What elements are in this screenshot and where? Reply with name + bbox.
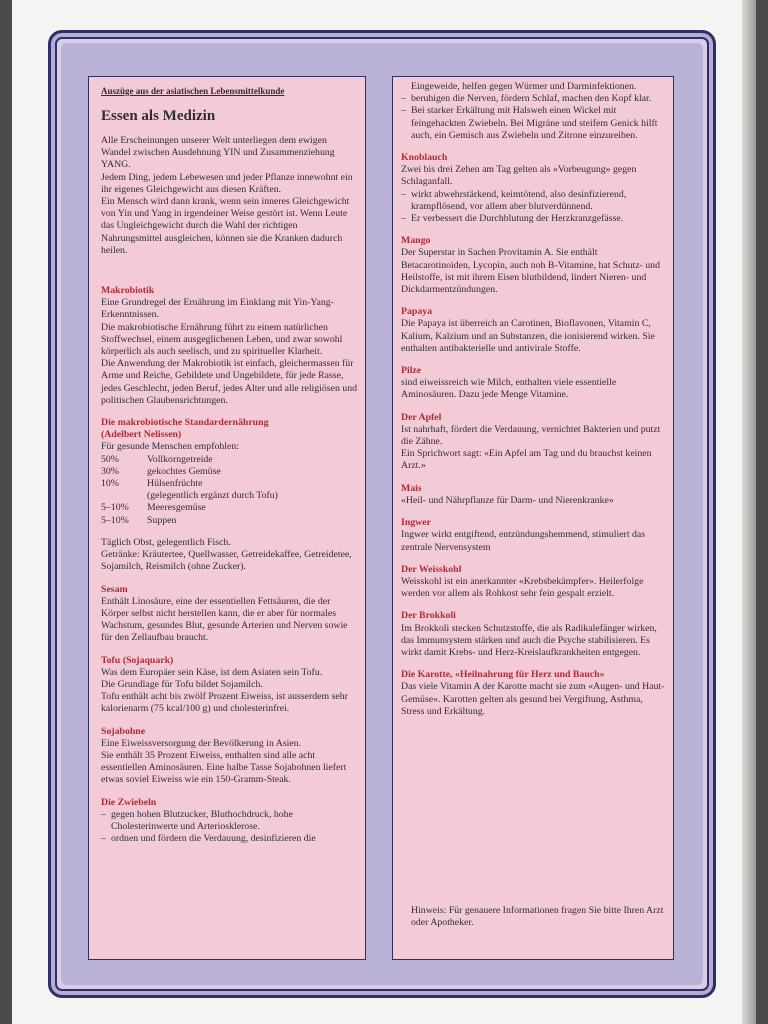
knoblauch-text: Zwei bis drei Zehen am Tag gelten als «Vorbeugung» gegen Schlaganfall. [401, 164, 637, 188]
section-heading-apfel: Der Apfel [401, 411, 442, 423]
diet-row [101, 502, 357, 514]
apfel-paragraph: Ein Sprichwort sagt: «Ein Apfel am Tag und du brauchst keinen Arzt.» [401, 448, 652, 472]
diet-row [101, 466, 357, 478]
drinks-note: Getränke: Kräutertee, Quellwasser, Getreidekaffee, Getreidetee, Sojamilch, Reismilch (ohne Zucker). [101, 549, 352, 573]
intro-paragraph: Alle Erscheinungen unserer Welt unterliegen dem ewigen Wandel zwischen Ausdehnung YIN und Zusammenziehung YANG. [101, 135, 335, 171]
hinweis-note: Hinweis: Für genauere Informationen fragen Sie bitte Ihren Arzt oder Apotheker. [411, 904, 664, 928]
mais-text: «Heil- und Nährpflanze für Darm- und Nierenkranke» [401, 494, 614, 506]
list-item: – Bei starker Erkältung mit Halsweh einen Wickel mit feingehackten Zwiebeln. Bei Migräne und steifem Genick hilft auch, ein Gemisch aus Zwiebeln und Zitrone einzureiben. [401, 105, 665, 142]
section-heading-ingwer: Ingwer [401, 517, 431, 529]
makrobiotik-paragraph: Die Anwendung der Makrobiotik ist einfach, gleichermassen für Arme und Reiche, Gebildete und Ungebildete, für jede Rasse, jedes Geschlecht, jeden Beruf, jedes Alter und alle religiösen und politischen Glaubensrichtungen. [101, 358, 357, 406]
makrobiotik-paragraph: Eine Grundregel der Ernährung im Einklang mit Yin-Yang-Erkenntnissen. [101, 297, 334, 321]
plastic-sleeve-edge [742, 0, 756, 1024]
daily-note: Täglich Obst, gelegentlich Fisch. [101, 536, 231, 548]
list-item: – ordnen und fördern die Verdauung, desinfizieren die [101, 833, 357, 845]
section-heading-pilze: Pilze [401, 365, 422, 377]
section-heading-sesam: Sesam [101, 583, 128, 595]
intro-paragraph: Ein Mensch wird dann krank, wenn sein inneres Gleichgewicht von Yin und Yang in irgendeiner Weise gestört ist. Wenn Leute das Ungleichgewicht durch die Wahl der richtigen Nahrungsmittel ausgleichen, können sie die Kranken dadurch heilen. [101, 196, 350, 256]
section-heading-tofu: Tofu (Sojaquark) [101, 654, 174, 666]
page-title: Essen als Medizin [101, 108, 216, 124]
pilze-text: sind eiweissreich wie Milch, enthalten viele essentielle Aminosäuren. Dazu jede Menge Vitamine. [401, 377, 617, 401]
section-subheading-author: (Adelbert Nelissen) [101, 429, 182, 441]
diet-food: Suppen [147, 514, 177, 526]
diet-percent: 5–10% [101, 514, 129, 526]
makrobiotik-paragraph: Die makrobiotische Ernährung führt zu einem natürlichen Stoffwechsel, einem ausgeglichenen Leben, und zwar sowohl körperlich als auch seelisch, und zu spiritueller Klarheit. [101, 321, 343, 358]
list-item: – beruhigen die Nerven, fördern Schlaf, machen den Kopf klar. [401, 93, 665, 105]
section-heading-mais: Mais [401, 482, 422, 494]
section-heading-mango: Mango [401, 235, 431, 247]
knoblauch-list [401, 189, 665, 226]
section-heading-knoblauch: Knoblauch [401, 152, 448, 164]
right-column [392, 76, 674, 960]
tofu-paragraph: Was dem Europäer sein Käse, ist dem Asiaten sein Tofu. [101, 666, 323, 678]
diet-row [101, 454, 357, 466]
section-heading-zwiebeln: Die Zwiebeln [101, 796, 157, 808]
diet-food: gekochtes Gemüse [147, 465, 221, 477]
excerpt-line: Auszüge aus der asiatischen Lebensmittelkunde [101, 86, 285, 96]
weisskohl-text: Weisskohl ist ein anerkannter «Krebsbekämpfer». Heilerfolge werden vor allem als Rohkost sehr fein gespalt erzielt. [401, 575, 644, 600]
sojabohne-paragraph: Sie enthält 35 Prozent Eiweiss, enthalten sind alle acht essentiellen Aminosäuren. Eine halbe Tasse Sojabohnen liefert etwas soviel Eiweiss wie ein 150-Gramm-Steak. [101, 749, 347, 786]
list-item: – Er verbessert die Durchblutung der Herzkranzgefässe. [401, 213, 665, 225]
zwiebeln-list [101, 809, 357, 846]
standard-intro: Für gesunde Menschen empfohlen: [101, 441, 239, 453]
ingwer-text: Ingwer wirkt entgiftend, entzündungshemmend, stimuliert das zentrale Nervensystem [401, 529, 646, 553]
section-heading-sojabohne: Sojabohne [101, 725, 146, 737]
diet-row [101, 515, 357, 527]
left-column [88, 76, 366, 960]
diet-percent: 30% [101, 465, 119, 477]
intro-paragraph: Jedem Ding, jedem Lebewesen und jeder Pflanze innewohnt ein ihr eigenes Gleichgewicht aus diesen Kräften. [101, 171, 353, 195]
sojabohne-paragraph: Eine Eiweissversorgung der Bevölkerung in Asien. [101, 737, 302, 749]
zwiebeln-list-continued [401, 93, 665, 142]
diet-percent: 10% [101, 478, 119, 490]
list-item: – wirkt abwehrstärkend, keimtötend, also desinfizierend, krampflösend, vor allem aber blutverdünnend. [401, 189, 665, 213]
list-item: – gegen hohen Blutzucker, Bluthochdruck, hohe Cholesterinwerte und Arteriosklerose. [101, 809, 357, 833]
diet-percent [101, 490, 147, 502]
tofu-paragraph: Die Grundlage für Tofu bildet Sojamilch. [101, 678, 263, 690]
section-heading-weisskohl: Der Weisskohl [401, 563, 462, 575]
section-heading-makrobiotik: Makrobiotik [101, 285, 155, 297]
diet-row [101, 478, 357, 490]
diet-percent: 5–10% [101, 502, 129, 514]
diet-food: Meeresgemüse [147, 502, 206, 514]
karotte-text: Das viele Vitamin A der Karotte macht sie zum «Augen- und Haut-Gemüse». Karotten gelten als gesund bei Vergiftung, Asthma, Stress und Erkältung. [401, 681, 665, 717]
diet-row [101, 490, 357, 502]
diet-food: Vollkorngetreide [147, 453, 213, 465]
sesam-text: Enthält Linosäure, eine der essentiellen Fettsäuren, die der Körper selbst nicht herstellen kann, die er aber für normales Wachstum, gesundes Blut, gesunde Arterien und Nerven sowie für den Zellaufbau braucht. [101, 595, 348, 644]
papaya-text: Die Papaya ist überreich an Carotinen, Bioflavonen, Vitamin C, Kalium, Kalzium und an Substanzen, die ionisierend wirken. Sie enthalten antibakterielle und antivirale Stoffe. [401, 318, 655, 354]
diet-food: (gelegentlich ergänzt durch Tofu) [147, 490, 278, 502]
section-heading-standard: Die makrobiotische Standardernährung [101, 417, 269, 429]
section-heading-brokkoli: Der Brokkoli [401, 610, 456, 622]
section-heading-karotte: Die Karotte, «Heilnahrung für Herz und Bauch» [401, 669, 605, 681]
zwiebeln-continued: Eingeweide, helfen gegen Würmer und Darminfektionen. [411, 81, 637, 92]
apfel-paragraph: Ist nahrhaft, fördert die Verdauung, vernichtet Bakterien und putzt die Zähne. [401, 423, 661, 448]
section-heading-papaya: Papaya [401, 306, 433, 318]
mango-text: Der Superstar in Sachen Provitamin A. Sie enthält Betacarotinoiden, Lycopin, auch noh B-Vitamine, hat Schutz- und Heilstoffe, ist mit ihrem Eisen blutbildend, lindert Nieren- und Dickdarmentzündungen. [401, 247, 660, 296]
brokkoli-text: Im Brokkoli stecken Schutzstoffe, die als Radikalefänger wirken, das Immunsystem stärken und auch die Psyche stabilisieren. Es wirkt damit Krebs- und Herz-Kreislaufkrankheiten entgegen. [401, 622, 657, 658]
diet-food: Hülsenfrüchte [147, 478, 203, 490]
tofu-paragraph: Tofu enthält acht bis zwölf Prozent Eiweiss, ist ausserdem sehr kalorienarm (75 kcal/100 g) und cholesterinfrei. [101, 691, 348, 715]
diet-percent: 50% [101, 453, 119, 465]
